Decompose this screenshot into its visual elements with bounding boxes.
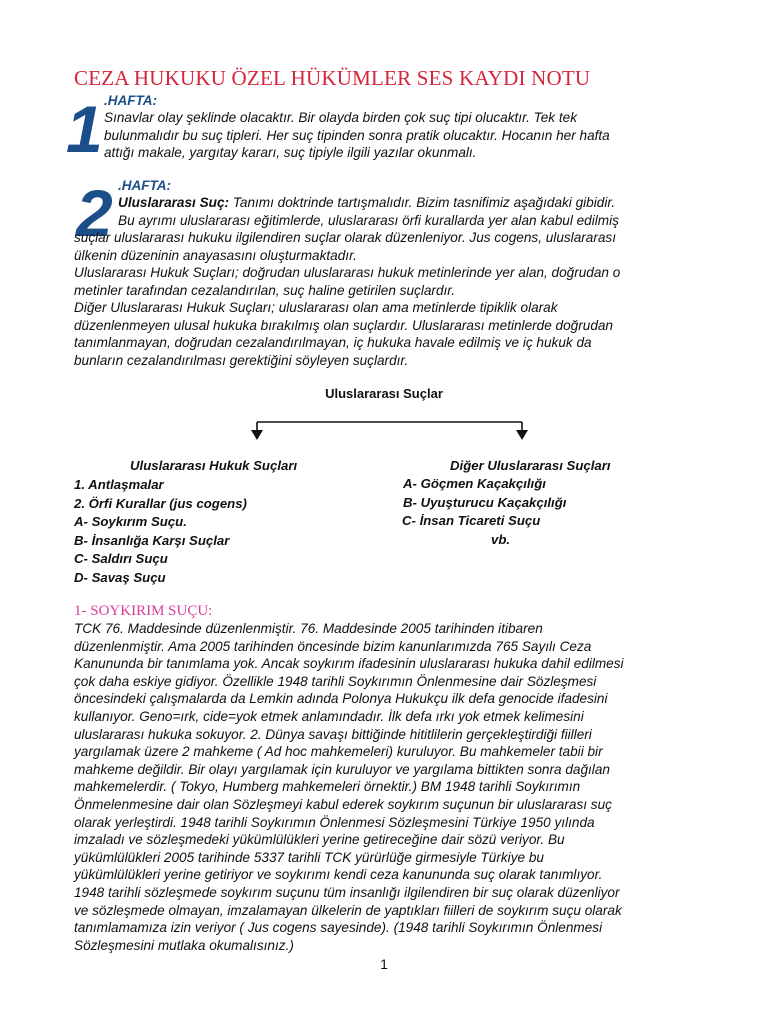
week-2-line: Uluslararası Hukuk Suçları; doğrudan uluslararası hukuk metinlerinde yer alan, doğrudan o	[74, 265, 621, 280]
week-2-term: Uluslararası Suç:	[118, 195, 230, 210]
diagram-connector	[240, 412, 540, 442]
week-1-line: Sınavlar olay şeklinde olacaktır. Bir olayda birden çok suç tipi olucaktır. Tek tek	[104, 110, 577, 125]
week-2-line: Bu ayrımı uluslararası eğitimlerde, uluslararası örfi kurallarda yer alan kabul edilmiş	[118, 212, 619, 228]
week-1-number: 1	[66, 92, 103, 166]
week-2-line: suçlar uluslararası hukuku ilgilendiren suçlar olarak düzenleniyor. Jus cogens, uluslararası	[74, 230, 617, 245]
section-line: kullanıyor. Geno=ırk, cide=yok etmek anlamındadır. İlk defa ırkı yok etmek kelimesini	[74, 708, 584, 724]
section-title: 1- SOYKIRIM SUÇU:	[74, 603, 213, 619]
section-body	[74, 620, 624, 954]
section-line: Önmelenmesine dair olan Sözleşmeyi kabul ederek soykırım suçunun bir uluslararası suç	[74, 796, 612, 812]
section-line: TCK 76. Maddesinde düzenlenmiştir. 76. Maddesinde 2005 tarihinden itibaren	[74, 621, 543, 636]
section-line: öncesindeki çalışmalarda da Lemkin adında Polonya Hukukçu ilk defa genocide ifadesini	[74, 691, 608, 707]
list-item: 2. Örfi Kurallar (jus cogens)	[74, 495, 247, 511]
list-item: B- Uyuşturucu Kaçakçılığı	[403, 494, 567, 510]
section-line: yükümlülükleri 2005 tarihinde 5337 tarihli TCK yürürlüğe girmesiyle Türkiye bu	[74, 849, 544, 865]
week-2-line: metinler tarafından cezalandırılan, suç haline getirilen suçlardır.	[74, 282, 456, 298]
section-line: Kanununda bir tanımlama yok. Ancak soykırım ifadesinin uluslararası hukuka dahil edilmesi	[74, 656, 624, 672]
week-2-line: ülkenin düzeninin anayasasını oluşturmaktadır.	[74, 247, 357, 263]
week-2-first-line-rest: Tanımı doktrinde tartışmalıdır. Bizim tasnifimiz aşağıdaki gibidir.	[229, 195, 616, 210]
week-2-line: tanımlanmayan, doğrudan cezalandırılmayan, iç hukuka havale edilmiş ve iç hukuk da	[74, 335, 592, 350]
document-title: CEZA HUKUKU ÖZEL HÜKÜMLER SES KAYDI NOTU	[74, 66, 591, 90]
list-item: B- İnsanlığa Karşı Suçlar	[74, 532, 230, 548]
week-2-first-line	[118, 194, 615, 212]
week-2-text	[74, 229, 620, 369]
week-1-line: attığı makale, yargıtay kararı, suç tipiyle ilgili yazılar okunmalı.	[104, 145, 477, 160]
diagram-root-label: Uluslararası Suçlar	[325, 386, 443, 401]
week-2-line: düzenlenmeyen ulusal hukuka bırakılmış olan suçlardır. Uluslararası metinlerde doğrudan	[74, 317, 613, 333]
list-item: D- Savaş Suçu	[74, 569, 166, 585]
section-line: yükümlülükleri yerine getiriyor ve soykırımı kendi ceza kanununda suç olarak tanımlıyor.	[74, 867, 603, 883]
section-line: mahkeme değildir. Bir olayı yargılamak için kuruluyor ve yargılama bittikten sonra dağılan	[74, 761, 610, 777]
section-line: yargılamak üzere 2 mahkeme ( Ad hoc mahkemeleri) kuruluyor. Bu mahkemeler tabii bir	[74, 744, 603, 760]
left-branch-list	[74, 476, 247, 587]
section-line: çok daha eskiye gidiyor. Özellikle 1948 tarihli Soykırımın Önlenmesine dair Sözleşmesi	[74, 673, 597, 689]
week-1-text	[104, 109, 610, 162]
section-line: mahkemelerdir. ( Tokyo, Humberg mahkemeleri örnektir.) BM 1948 tarihli Soykırımın	[74, 779, 581, 795]
section-line: tanımlamamıza izin veriyor ( Jus cogens sayesinde). (1948 tarihli Soykırımın Önlenmesi	[74, 920, 603, 936]
section-line: uluslararası hukuka sokuyor. 2. Dünya savaşı bittiğinde hititlilerin gerçekleştirdiği fiilleri	[74, 726, 592, 742]
week-2-line: Diğer Uluslararası Hukuk Suçları; uluslararası olan ama metinlerde tipiklik olarak	[74, 300, 558, 315]
week-2-label: .HAFTA:	[118, 178, 171, 193]
week-2-number: 2	[76, 176, 113, 250]
section-line: ve sözleşmede olmayan, imzalamayan ülkelerin de yaptıkları fiilleri de soykırım suçu olarak	[74, 902, 622, 918]
left-branch-heading: Uluslararası Hukuk Suçları	[130, 458, 298, 473]
section-line: 1948 tarihli sözleşmede soykırım suçunu tüm insanlığı ilgilendiren bir suç olarak düzenliyor	[74, 884, 620, 900]
section-line: Sözleşmesini mutlaka okumalısınız.)	[74, 937, 294, 953]
section-line: imzaladı ve sözleşmedeki yükümlülükleri yerine getireceğine dair sözü veriyor. Bu	[74, 832, 565, 848]
left-arrow-icon	[251, 430, 263, 440]
week-1-label: .HAFTA:	[104, 93, 157, 108]
week-1-line: bulunmalıdır bu suç tipleri. Her suç tipinden sonra pratik olucaktır. Hocanın her hafta	[104, 127, 610, 143]
list-item: C- İnsan Ticareti Suçu	[402, 513, 541, 528]
right-branch-heading: Diğer Uluslararası Suçları	[450, 458, 611, 473]
page-number: 1	[380, 956, 388, 972]
section-line: olarak yerleştirdi. 1948 tarihli Soykırımın Önlenmesi Sözleşmesini Türkiye 1950 yılında	[74, 814, 595, 830]
week-2-line: bunların cezalandırılması gerektiğini söyleyen suçlardır.	[74, 352, 409, 368]
list-item: A- Soykırım Suçu.	[74, 514, 187, 529]
right-arrow-icon	[516, 430, 528, 440]
list-item: A- Göçmen Kaçakçılığı	[403, 476, 546, 491]
section-line: düzenlenmiştir. Ama 2005 tarihinden öncesinde bizim kanunlarımızda 765 Sayılı Ceza	[74, 638, 592, 654]
list-item: C- Saldırı Suçu	[74, 551, 168, 566]
list-item: 1. Antlaşmalar	[74, 477, 164, 492]
list-item: vb.	[491, 531, 511, 547]
